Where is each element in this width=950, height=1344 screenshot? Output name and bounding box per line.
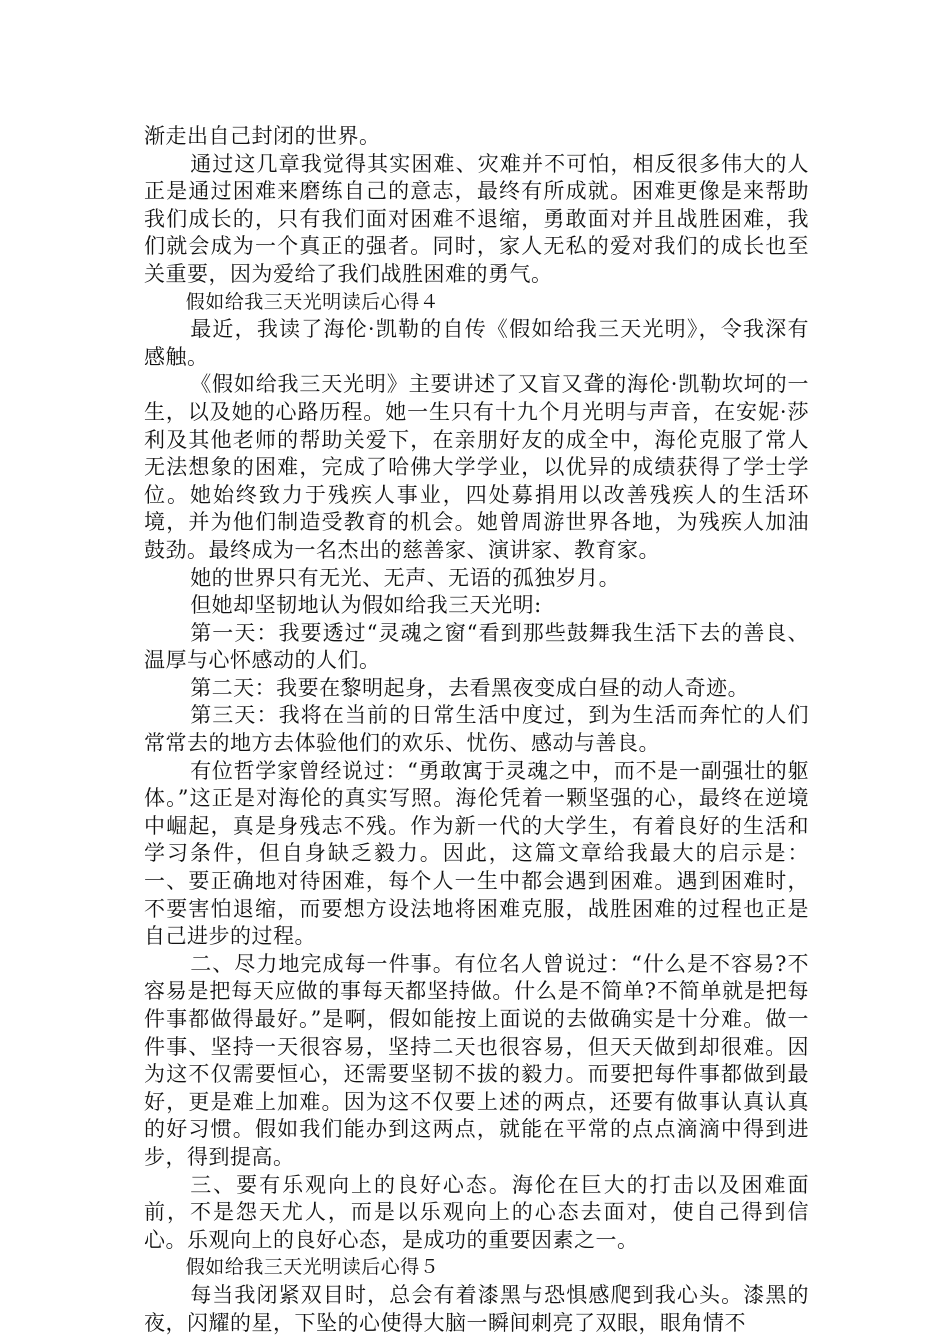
paragraph: 她的世界只有无光、无声、无语的孤独岁月。 — [190, 565, 621, 590]
document-body — [144, 123, 809, 1337]
paragraph: 第三天：我将在当前的日常生活中度过，到为生活而奔忙的人们常常去的地方去体验他们的欢乐、忧伤、感动与善良。 — [144, 703, 809, 756]
section-heading: 假如给我三天光明读后心得５ — [185, 1256, 440, 1279]
paragraph-continuation: 渐走出自己封闭的世界。 — [144, 124, 381, 148]
section-heading: 假如给我三天光明读后心得４ — [185, 290, 440, 313]
paragraph: 但她却坚韧地认为假如给我三天光明: — [190, 593, 542, 618]
paragraph: 二、尽力地完成每一件事。有位名人曾说过：“什么是不容易?不容易是把每天应做的事每天都坚持做。什么是不简单?不简单就是把每件事都做得最好。”是啊，假如能按上面说的去做确实是十分难。做一件事、坚持一天很容易，坚持二天也很容易，但天天做到却很难。因为这不仅需要恒心，还需要坚韧不拔的毅力。而要把每件事都做到最好，更是难上加难。因为这不仅要上述的两点，还要有做事认真认真的好习惯。假如我们能办到这两点，就能在平常的点点滴滴中得到进步，得到提高。 — [144, 951, 809, 1169]
paragraph: 第二天：我要在黎明起身，去看黑夜变成白昼的动人奇迹。 — [190, 675, 750, 700]
paragraph: 每当我闭紧双目时，总会有着漆黑与恐惧感爬到我心头。漆黑的夜，闪耀的星，下坠的心使得大脑一瞬间刺亮了双眼，眼角情不 — [144, 1282, 809, 1335]
paragraph: 《假如给我三天光明》主要讲述了又盲又聋的海伦·凯勒坎坷的一生，以及她的心路历程。她一生只有十九个月光明与声音，在安妮·莎利及其他老师的帮助关爱下，在亲朋好友的成全中，海伦克服了常人无法想象的困难，完成了哈佛大学学业，以优异的成绩获得了学士学位。她始终致力于残疾人事业，四处募捐用以改善残疾人的生活环境，并为他们制造受教育的机会。她曾周游世界各地，为残疾人加油鼓劲。最终成为一名杰出的慈善家、演讲家、教育家。 — [144, 372, 809, 562]
paragraph: 有位哲学家曾经说过：“勇敢寓于灵魂之中，而不是一副强壮的躯体。”这正是对海伦的真实写照。海伦凭着一颗坚强的心，最终在逆境中崛起，真是身残志不残。作为新一代的大学生，有着良好的生活和学习条件，但自身缺乏毅力。因此，这篇文章给我最大的启示是：一、要正确地对待困难，每个人一生中都会遇到困难。遇到困难时，不要害怕退缩，而要想方设法地将困难克服，战胜困难的过程也正是自己进步的过程。 — [144, 758, 809, 949]
paragraph: 第一天：我要透过“灵魂之窗“看到那些鼓舞我生活下去的善良、温厚与心怀感动的人们。 — [144, 620, 809, 673]
paragraph: 三、要有乐观向上的良好心态。海伦在巨大的打击以及困难面前，不是怨天尤人，而是以乐观向上的心态去面对，使自己得到信心。乐观向上的良好心态，是成功的重要因素之一。 — [144, 1172, 809, 1252]
paragraph: 最近，我读了海伦·凯勒的自传《假如给我三天光明》，令我深有感触。 — [144, 317, 809, 369]
paragraph: 通过这几章我觉得其实困难、灾难并不可怕，相反很多伟大的人正是通过困难来磨练自己的意志，最终有所成就。困难更像是来帮助我们成长的，只有我们面对困难不退缩，勇敢面对并且战胜困难，我们就会成为一个真正的强者。同时，家人无私的爱对我们的成长也至关重要，因为爱给了我们战胜困难的勇气。 — [144, 151, 809, 286]
